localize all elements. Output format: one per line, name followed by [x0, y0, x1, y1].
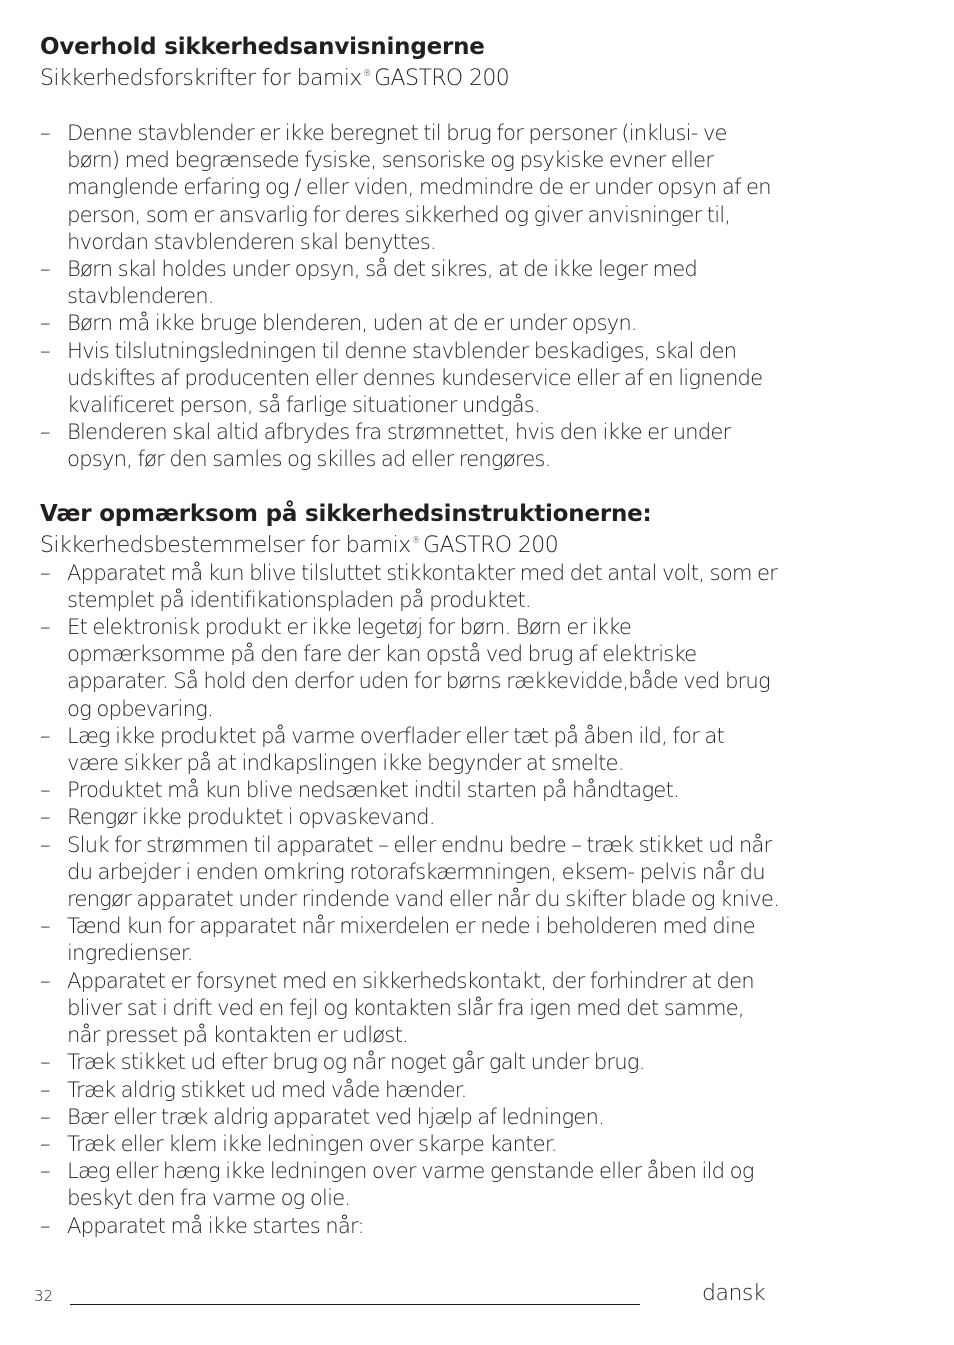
list-item-text: Tænd kun for apparatet når mixerdelen er nede i beholderen med dine ingredienser. — [67, 913, 755, 966]
list-item-text: Rengør ikke produktet i opvaskevand. — [67, 804, 435, 830]
list-item-text: Apparatet må ikke startes når: — [67, 1212, 364, 1238]
section-subtitle — [40, 61, 780, 92]
dash-bullet: – — [40, 777, 50, 803]
footer-divider — [70, 1304, 640, 1305]
page-number: 32 — [34, 1287, 54, 1305]
list-item — [40, 119, 780, 255]
list-item — [40, 831, 780, 913]
list-item — [40, 559, 780, 613]
list-item — [40, 255, 780, 309]
list-item — [40, 803, 780, 830]
list-item — [40, 1048, 780, 1075]
list-item — [40, 912, 780, 966]
list-item-text: Sluk for strømmen til apparatet – eller endnu bedre – træk stikket ud når du arbejder i enden omkring rotorafskærmningen, eksem- pelvis når du rengør apparatet under rindende vand eller når du skifter blade og knive. — [67, 831, 779, 912]
dash-bullet: – — [40, 559, 50, 585]
dash-bullet: – — [40, 1103, 50, 1129]
footer-language: dansk — [702, 1281, 766, 1306]
list-item-text: Læg ikke produktet på varme overflader eller tæt på åben ild, for at være sikker på at indkapslingen ikke begynder at smelte. — [67, 722, 724, 776]
dash-bullet: – — [40, 256, 50, 282]
list-item-text: Denne stavblender er ikke beregnet til brug for personer (inklusi- ve børn) med begrænsede fysiske, sensoriske og psykiske evner eller manglende erfaring og / eller viden, medmindre de er under opsyn af en person, som er ansvarlig for deres sikkerhed og giver anvisninger til, hvordan stavblenderen skal benyttes. — [67, 120, 771, 254]
spacer — [40, 92, 780, 119]
dash-bullet: – — [40, 419, 50, 445]
list-item-text: Børn må ikke bruge blenderen, uden at de er under opsyn. — [67, 310, 637, 336]
list-item — [40, 1103, 780, 1130]
list-item-text: Apparatet må kun blive tilsluttet stikkontakter med det antal volt, som er stemplet på identifikationspladen på produktet. — [67, 559, 778, 612]
dash-bullet: – — [40, 120, 50, 145]
list-item — [40, 776, 780, 803]
dash-bullet: – — [40, 967, 50, 993]
list-item — [40, 337, 780, 419]
subtitle-text: Sikkerhedsforskrifter for bamix — [40, 66, 362, 91]
document-page — [40, 33, 780, 1239]
list-item — [40, 1212, 780, 1239]
list-item-text: Træk aldrig stikket ud med våde hænder. — [67, 1076, 467, 1102]
list-item — [40, 1157, 780, 1211]
list-item-text: Produktet må kun blive nedsænket indtil starten på håndtaget. — [67, 777, 679, 803]
list-item — [40, 722, 780, 776]
dash-bullet: – — [40, 1158, 50, 1184]
list-item — [40, 1130, 780, 1157]
registered-mark: ® — [362, 69, 372, 79]
section-title: Vær opmærksom på sikkerhedsinstruktionerne: — [40, 500, 652, 527]
dash-bullet: – — [40, 310, 50, 336]
list-item-text: Bær eller træk aldrig apparatet ved hjælp af ledningen. — [67, 1103, 604, 1129]
list-item-text: Træk stikket ud efter brug og når noget går galt under brug. — [67, 1049, 645, 1075]
list-item-text: Apparatet er forsynet med en sikkerhedskontakt, der forhindrer at den bliver sat i drift ved en fejl og kontakten slår fra igen med det samme, når presset på kontakten er udløst. — [67, 967, 754, 1048]
spacer — [40, 473, 780, 500]
dash-bullet: – — [40, 831, 50, 857]
dash-bullet: – — [40, 1076, 50, 1102]
dash-bullet: – — [40, 1130, 50, 1156]
list-item-text: Børn skal holdes under opsyn, så det sikres, at de ikke leger med stavblenderen. — [67, 256, 698, 309]
subtitle-product: GASTRO 200 — [374, 66, 510, 91]
list-item-text: Læg eller hæng ikke ledningen over varme genstande eller åben ild og beskyt den fra varme og olie. — [67, 1158, 754, 1211]
subtitle-text: Sikkerhedsbestemmelser for bamix — [40, 532, 411, 558]
list-item — [40, 1076, 780, 1103]
list-item — [40, 418, 780, 472]
list-item-text: Blenderen skal altid afbrydes fra strømnettet, hvis den ikke er under opsyn, før den samles og skilles ad eller rengøres. — [67, 419, 731, 472]
section-safety-guidelines — [40, 33, 780, 473]
list-item — [40, 309, 780, 336]
section-safety-instructions — [40, 500, 780, 1239]
bullet-list — [40, 559, 780, 1239]
list-item — [40, 613, 780, 722]
subtitle-product: GASTRO 200 — [423, 532, 559, 558]
registered-mark: ® — [411, 535, 420, 546]
section-subtitle — [40, 528, 780, 559]
dash-bullet: – — [40, 1049, 50, 1075]
dash-bullet: – — [40, 1212, 50, 1238]
list-item-text: Træk eller klem ikke ledningen over skarpe kanter. — [67, 1130, 557, 1156]
section-title: Overhold sikkerhedsanvisningerne — [40, 34, 485, 60]
list-item — [40, 967, 780, 1049]
dash-bullet: – — [40, 913, 50, 939]
dash-bullet: – — [40, 722, 50, 748]
dash-bullet: – — [40, 337, 50, 363]
list-item-text: Et elektronisk produkt er ikke legetøj for børn. Børn er ikke opmærksomme på den fare der kan opstå ved brug af elektriske apparater. Så hold den derfor uden for børns rækkevidde,både ved brug og opbevaring. — [67, 614, 770, 721]
dash-bullet: – — [40, 614, 50, 640]
dash-bullet: – — [40, 804, 50, 830]
bullet-list — [40, 119, 780, 473]
list-item-text: Hvis tilslutningsledningen til denne stavblender beskadiges, skal den udskiftes af producenten eller dennes kundeservice eller af en lignende kvalificeret person, så farlige situationer undgås. — [67, 337, 763, 418]
